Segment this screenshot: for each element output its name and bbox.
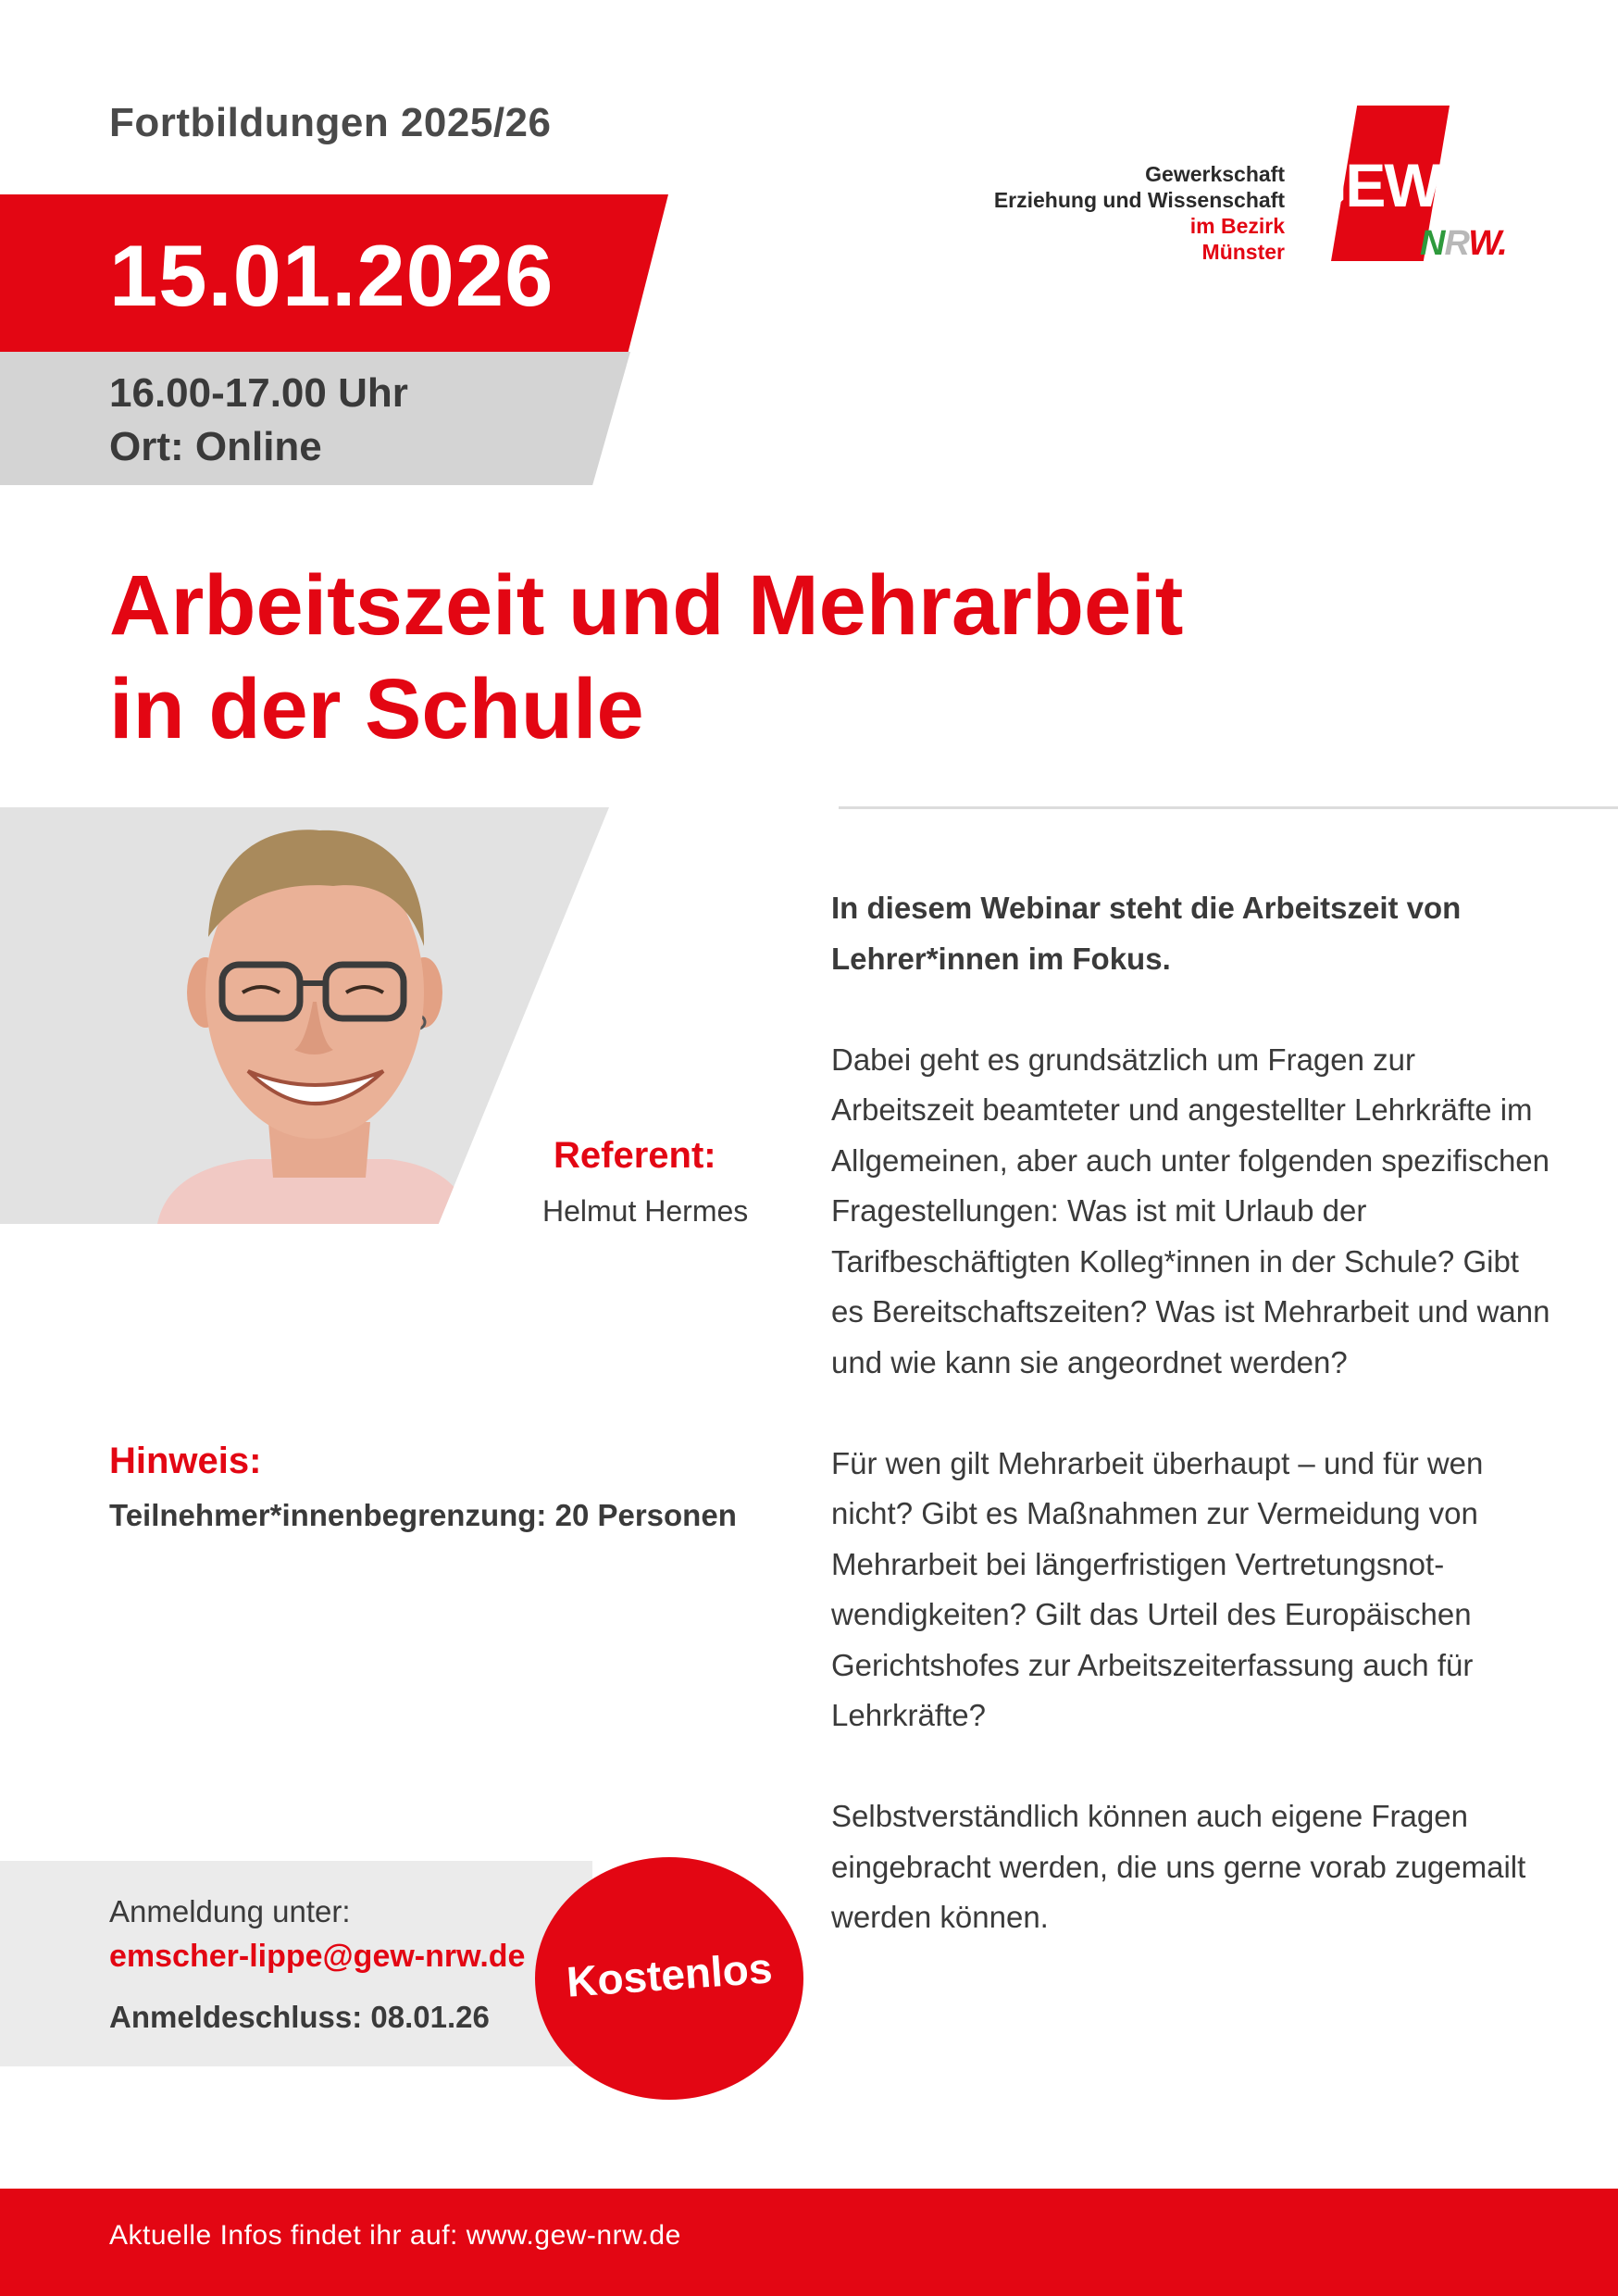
title-line-2: in der Schule — [109, 662, 644, 756]
speaker-portrait-image — [0, 807, 609, 1224]
logo-wordmark — [994, 161, 1285, 265]
logo-line-4: Münster — [1201, 240, 1285, 264]
description-lead: In diesem Webinar steht die Arbeitszeit von Lehrer*innen im Fokus. — [831, 891, 1462, 976]
logo-line-3: im Bezirk — [1189, 214, 1285, 238]
speaker-photo — [0, 807, 609, 1224]
event-time: 16.00-17.00 Uhr — [109, 370, 408, 416]
free-badge — [535, 1857, 803, 2100]
referent-label: Referent: — [554, 1135, 716, 1176]
hint-text: Teilnehmer*innenbegrenzung: 20 Personen — [109, 1498, 737, 1532]
event-location: Ort: Online — [109, 424, 322, 469]
section-divider — [839, 806, 1618, 809]
registration-deadline: Anmeldeschluss: 08.01.26 — [109, 2000, 490, 2034]
gew-logo-text: GEW — [1300, 151, 1440, 219]
nrw-logo-text — [1420, 224, 1507, 264]
logo-line-2: Erziehung und Wissenschaft — [993, 188, 1285, 212]
nrw-letter-r: R — [1444, 224, 1469, 263]
event-time-location — [109, 367, 408, 474]
description-paragraph-2: Für wen gilt Mehrarbeit überhaupt – und für wen nicht? Gibt es Maßnahmen zur Vermeidung von Mehrarbeit bei längerfristigen Vertretungsnot-wendigkeiten? Gilt das Urteil des Europäischen Gerichtshofes zur Arbeitszeiterfassung auch für Lehrkräfte? — [831, 1445, 1484, 1732]
registration-email-link[interactable]: emscher-lippe@gew-nrw.de — [109, 1939, 526, 1974]
nrw-letter-n: N — [1420, 224, 1445, 263]
title-line-1: Arbeitszeit und Mehrarbeit — [109, 558, 1184, 653]
description-paragraph-1: Dabei geht es grundsätzlich um Fragen zur Arbeitszeit beamteter und angestellter Lehrkräfte im Allgemeinen, aber auch unter folgenden spezifischen Fragestellungen: Was ist mit Urlaub der Tarifbeschäftigten Kolleg*innen in der Schule? Gibt es Bereitschaftszeiten? Was ist Mehrarbeit und wann und wie kann sie angeordnet werden? — [831, 1042, 1550, 1379]
registration-label: Anmeldung unter: — [109, 1894, 351, 1928]
description-paragraph-3: Selbstverständlich können auch eigene Fragen eingebracht werden, die uns gerne vorab zugemailt werden können. — [831, 1799, 1526, 1934]
series-title: Fortbildungen 2025/26 — [109, 100, 552, 145]
logo-line-1: Gewerkschaft — [1145, 162, 1285, 186]
hint-label: Hinweis: — [109, 1441, 262, 1481]
nrw-letter-w: W. — [1468, 224, 1507, 263]
event-title — [109, 554, 1183, 761]
free-badge-label: Kostenlos — [565, 1943, 774, 2006]
footer-info-link[interactable]: Aktuelle Infos findet ihr auf: www.gew-nrw.de — [109, 2220, 681, 2251]
event-date: 15.01.2026 — [109, 227, 554, 324]
referent-name: Helmut Hermes — [542, 1194, 749, 1228]
event-description — [831, 883, 1553, 1993]
